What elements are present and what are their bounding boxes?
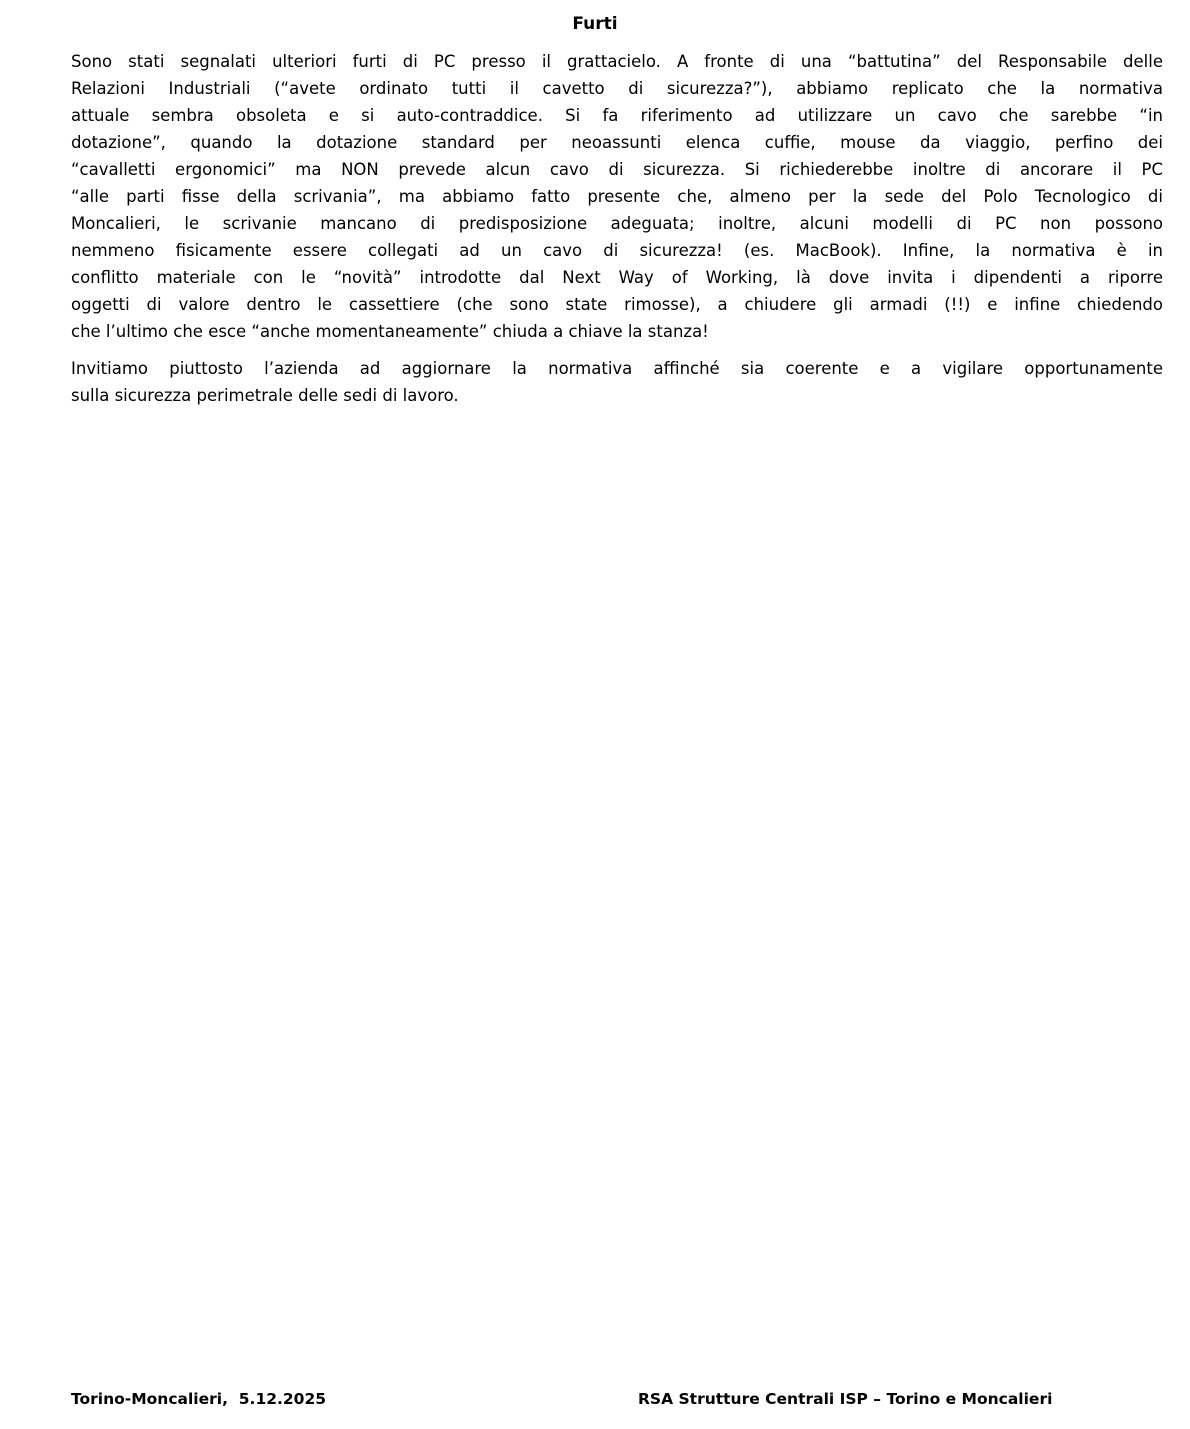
document-footer <box>0 1389 1190 1411</box>
text-line: attuale sembra obsoleta e si auto-contraddice. Si fa riferimento ad utilizzare un cavo che sarebbe “in <box>71 106 1163 125</box>
footer-org-signature: RSA Strutture Centrali ISP – Torino e Moncalieri <box>638 1390 1053 1408</box>
text-line: oggetti di valore dentro le cassettiere (che sono state rimosse), a chiudere gli armadi (!!) e infine chiedendo <box>71 295 1163 314</box>
text-line: Sono stati segnalati ulteriori furti di PC presso il grattacielo. A fronte di una “battutina” del Responsabile delle <box>71 52 1163 71</box>
footer-place-date: Torino-Moncalieri, 5.12.2025 <box>71 1390 327 1408</box>
document-body <box>71 48 1163 419</box>
text-line: dotazione”, quando la dotazione standard per neoassunti elenca cuffie, mouse da viaggio, perfino dei <box>71 133 1163 152</box>
text-line: conflitto materiale con le “novità” introdotte dal Next Way of Working, là dove invita i dipendenti a riporre <box>71 268 1163 287</box>
text-line: “cavalletti ergonomici” ma NON prevede alcun cavo di sicurezza. Si richiederebbe inoltre di ancorare il PC <box>71 160 1163 179</box>
text-line: nemmeno fisicamente essere collegati ad un cavo di sicurezza! (es. MacBook). Infine, la normativa è in <box>71 241 1163 260</box>
text-line: che l’ultimo che esce “anche momentaneamente” chiuda a chiave la stanza! <box>71 322 709 341</box>
text-line: Invitiamo piuttosto l’azienda ad aggiornare la normativa affinché sia coerente e a vigilare opportunamente <box>71 359 1163 378</box>
text-line: Relazioni Industriali (“avete ordinato tutti il cavetto di sicurezza?”), abbiamo replicato che la normativa <box>71 79 1163 98</box>
paragraph-invito-azienda <box>71 355 1163 409</box>
page-title: Furti <box>572 14 618 34</box>
text-line: Moncalieri, le scrivanie mancano di predisposizione adeguata; inoltre, alcuni modelli di PC non possono <box>71 214 1163 233</box>
text-line: “alle parti fisse della scrivania”, ma abbiamo fatto presente che, almeno per la sede del Polo Tecnologico di <box>71 187 1163 206</box>
text-line: sulla sicurezza perimetrale delle sedi di lavoro. <box>71 386 459 405</box>
paragraph-furti-report <box>71 48 1163 345</box>
